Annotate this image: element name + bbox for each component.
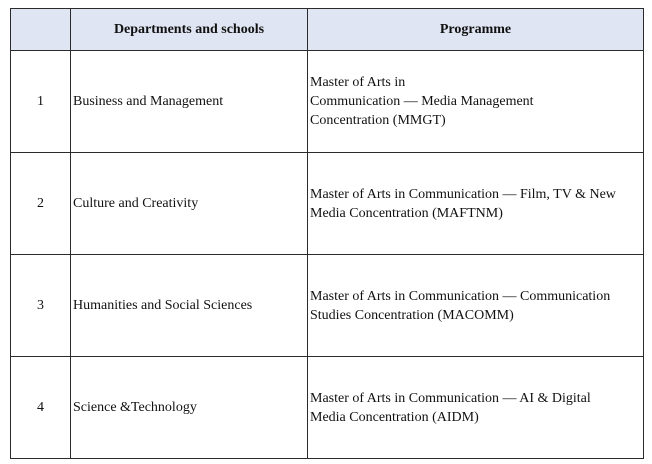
programme-line: Concentration (MMGT)	[310, 113, 446, 128]
programme-line: Media Concentration (AIDM)	[310, 409, 479, 425]
programme-cell	[308, 357, 644, 459]
department-cell: Science &Technology	[71, 357, 308, 459]
header-index	[11, 9, 71, 51]
table-row	[11, 255, 644, 357]
programme-line: Communication — Media Management	[310, 94, 534, 109]
row-number: 4	[11, 357, 71, 459]
department-cell: Humanities and Social Sciences	[71, 255, 308, 357]
programme-line: Master of Arts in Communication — Film, TV & New	[310, 186, 616, 202]
row-number: 2	[11, 153, 71, 255]
programme-line: Master of Arts in Communication — Communication	[310, 288, 611, 304]
table-row	[11, 153, 644, 255]
header-departments: Departments and schools	[71, 9, 308, 51]
department-cell: Business and Management	[71, 51, 308, 153]
programme-cell	[308, 153, 644, 255]
row-number: 3	[11, 255, 71, 357]
department-cell: Culture and Creativity	[71, 153, 308, 255]
header-programme: Programme	[308, 9, 644, 51]
programme-line: Master of Arts in Communication — AI & Digital	[310, 390, 591, 406]
programme-line: Master of Arts in	[310, 75, 406, 90]
header-row	[11, 9, 644, 51]
programme-cell	[308, 51, 644, 153]
row-number: 1	[11, 51, 71, 153]
table-row	[11, 51, 644, 153]
table-row	[11, 357, 644, 459]
programme-table	[10, 8, 644, 459]
programme-cell	[308, 255, 644, 357]
programme-line: Media Concentration (MAFTNM)	[310, 205, 503, 221]
programme-line: Studies Concentration (MACOMM)	[310, 307, 514, 323]
